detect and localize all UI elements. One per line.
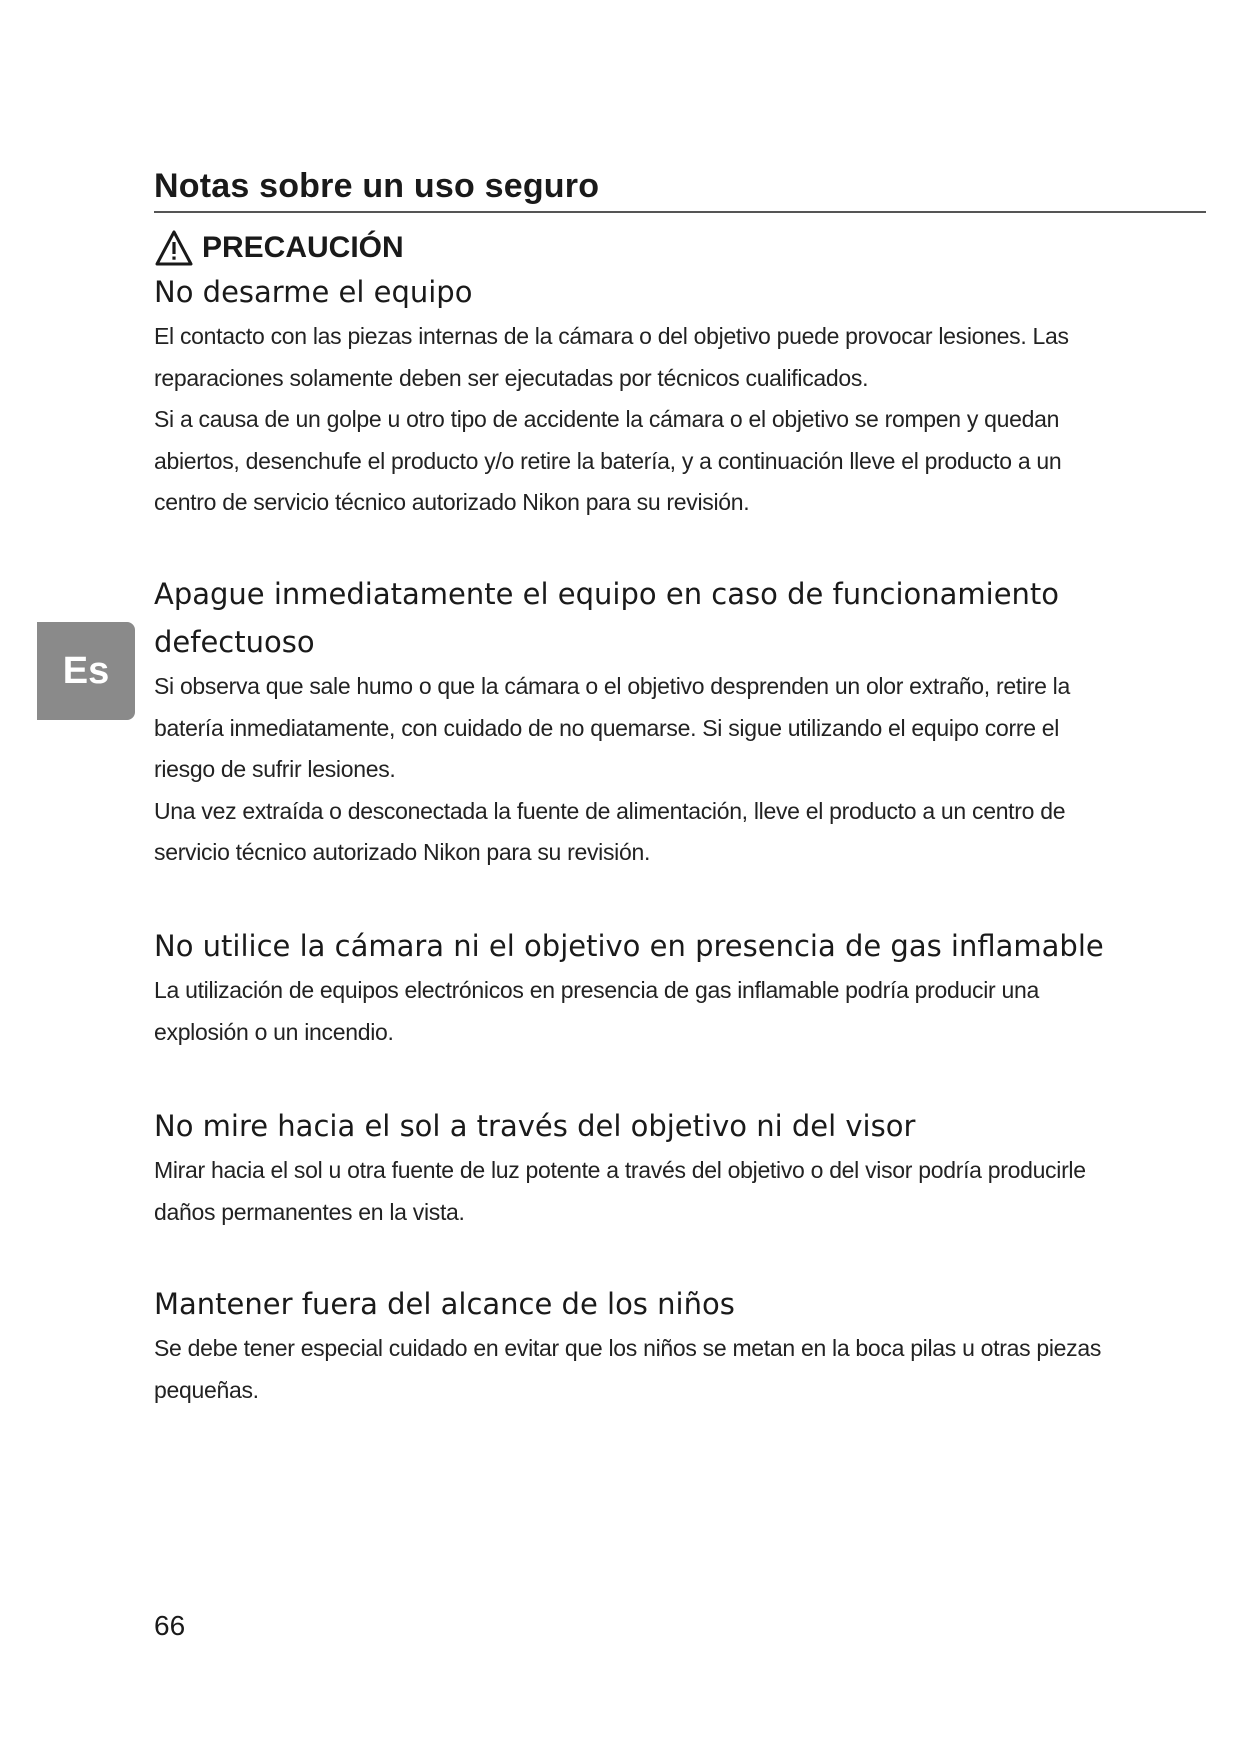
section-flammable-gas bbox=[154, 922, 1134, 1053]
section-paragraph: El contacto con las piezas internas de la cámara o del objetivo puede provocar lesiones. Las reparaciones solamente deben ser ejecutadas por técnicos cualificados. bbox=[154, 323, 1069, 391]
page-number: 66 bbox=[154, 1610, 186, 1641]
section-disassembly bbox=[154, 268, 1114, 524]
section-paragraph: Una vez extraída o desconectada la fuente de alimentación, lleve el producto a un centro de servicio técnico autorizado Nikon para su revisión. bbox=[154, 797, 1066, 865]
language-tab: Es bbox=[37, 622, 135, 720]
section-heading: Apague inmediatamente el equipo en caso de funcionamiento defectuoso bbox=[154, 577, 1060, 659]
section-paragraph: Si observa que sale humo o que la cámara o el objetivo desprenden un olor extraño, retire la batería inmediatamente, con cuidado de no quemarse. Si sigue utilizando el equipo corre el riesgo de sufrir lesiones. bbox=[154, 673, 1070, 782]
section-children bbox=[154, 1280, 1134, 1411]
title-divider bbox=[154, 211, 1206, 213]
caution-label: PRECAUCIÓN bbox=[202, 231, 404, 264]
page-title: Notas sobre un uso seguro bbox=[154, 167, 600, 205]
warning-triangle-icon bbox=[154, 229, 194, 267]
section-heading: Mantener fuera del alcance de los niños bbox=[154, 1287, 735, 1321]
caution-heading bbox=[154, 226, 404, 270]
section-heading: No utilice la cámara ni el objetivo en presencia de gas inflamable bbox=[154, 929, 1104, 963]
section-sun-viewing bbox=[154, 1102, 1134, 1233]
section-paragraph: Se debe tener especial cuidado en evitar que los niños se metan en la boca pilas u otras piezas pequeñas. bbox=[154, 1335, 1102, 1403]
section-paragraph: Mirar hacia el sol u otra fuente de luz potente a través del objetivo o del visor podría producirle daños permanentes en la vista. bbox=[154, 1157, 1086, 1225]
section-heading: No desarme el equipo bbox=[154, 275, 473, 309]
section-paragraph: Si a causa de un golpe u otro tipo de accidente la cámara o el objetivo se rompen y quedan abiertos, desenchufe el producto y/o retire la batería, y a continuación lleve el producto a un centro de servicio técnico autorizado Nikon para su revisión. bbox=[154, 406, 1062, 515]
section-paragraph: La utilización de equipos electrónicos en presencia de gas inflamable podría producir una explosión o un incendio. bbox=[154, 977, 1039, 1045]
section-heading: No mire hacia el sol a través del objetivo ni del visor bbox=[154, 1109, 916, 1143]
section-malfunction bbox=[154, 570, 1094, 874]
